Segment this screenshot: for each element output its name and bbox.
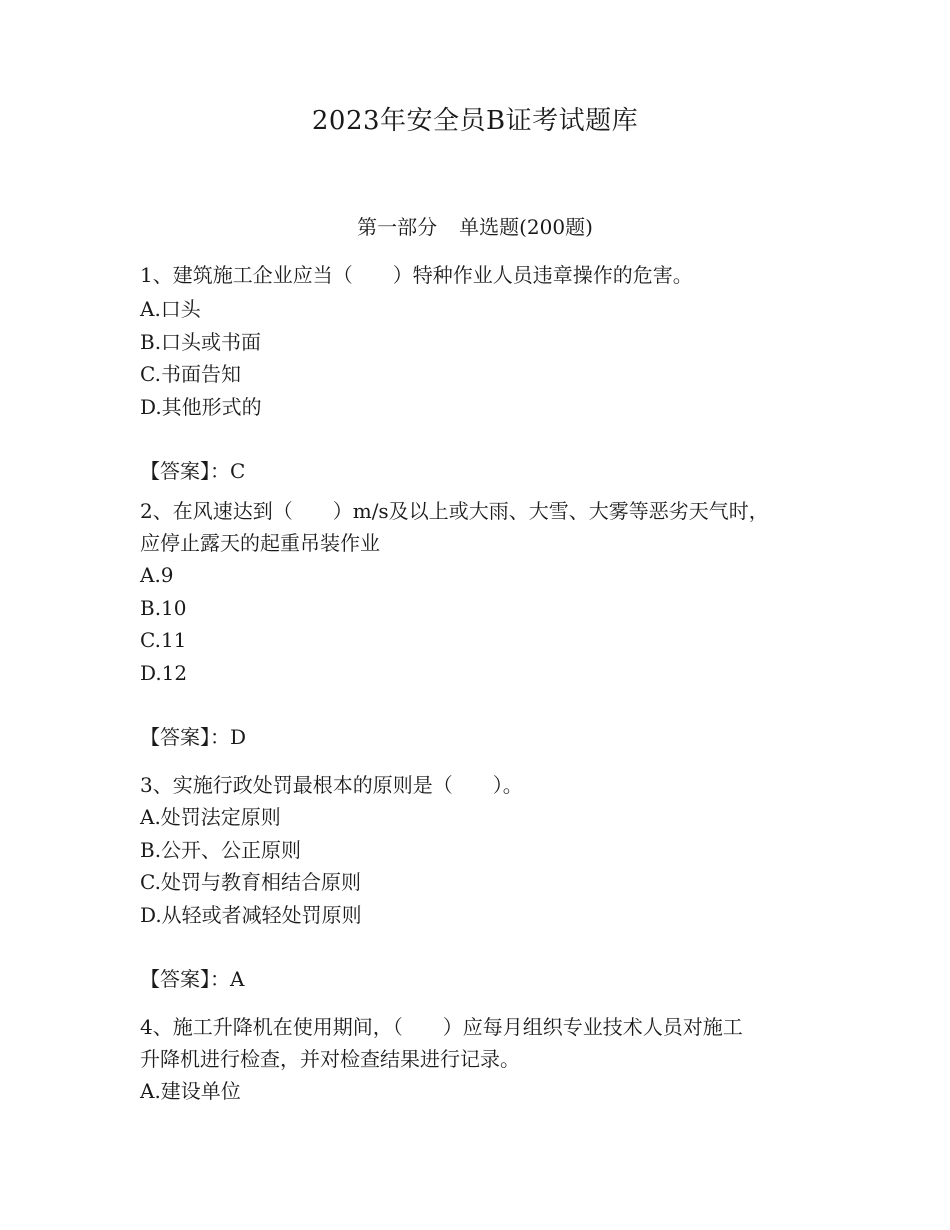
option-b: B.口头或书面 xyxy=(140,329,262,354)
document-title: 2023年安全员B证考试题库 xyxy=(311,106,639,136)
option-d: D.其他形式的 xyxy=(140,394,262,419)
section-name: 单选题(200题) xyxy=(459,215,593,239)
option-a: A.建设单位 xyxy=(140,1079,241,1103)
question-stem: 3、实施行政处罚最根本的原则是（ ）。 xyxy=(140,773,523,797)
question-stem-line-2: 升降机进行检查，并对检查结果进行记录。 xyxy=(140,1047,520,1071)
answer-line: 【答案】：D xyxy=(140,725,247,749)
option-c: C.处罚与教育相结合原则 xyxy=(140,870,361,894)
option-b: B.公开、公正原则 xyxy=(140,837,302,862)
option-d: D.从轻或者减轻处罚原则 xyxy=(140,902,362,927)
question-stem-line-1: 4、施工升降机在使用期间，（ ）应每月组织专业技术人员对施工 xyxy=(140,1015,743,1039)
option-b: B.10 xyxy=(140,595,187,620)
question-stem: 1、建筑施工企业应当（ ）特种作业人员违章操作的危害。 xyxy=(140,263,693,287)
question-3 xyxy=(140,769,820,995)
question-2 xyxy=(140,495,820,753)
question-list xyxy=(140,259,820,1108)
option-c: C.11 xyxy=(140,628,187,652)
answer-line: 【答案】：A xyxy=(140,967,245,991)
section-heading xyxy=(0,212,950,242)
option-d: D.12 xyxy=(140,660,188,685)
option-a: A.9 xyxy=(140,563,174,587)
answer-line: 【答案】：C xyxy=(140,459,246,483)
question-stem-line-2: 应停止露天的起重吊装作业 xyxy=(140,531,380,555)
question-4 xyxy=(140,1011,820,1108)
option-a: A.口头 xyxy=(140,297,201,321)
option-a: A.处罚法定原则 xyxy=(140,805,281,829)
section-part: 第一部分 xyxy=(357,215,438,239)
question-1 xyxy=(140,259,820,487)
question-stem-line-1: 2、在风速达到（ ）m/s及以上或大雨、大雪、大雾等恶劣天气时， xyxy=(140,499,769,523)
option-c: C.书面告知 xyxy=(140,362,241,386)
